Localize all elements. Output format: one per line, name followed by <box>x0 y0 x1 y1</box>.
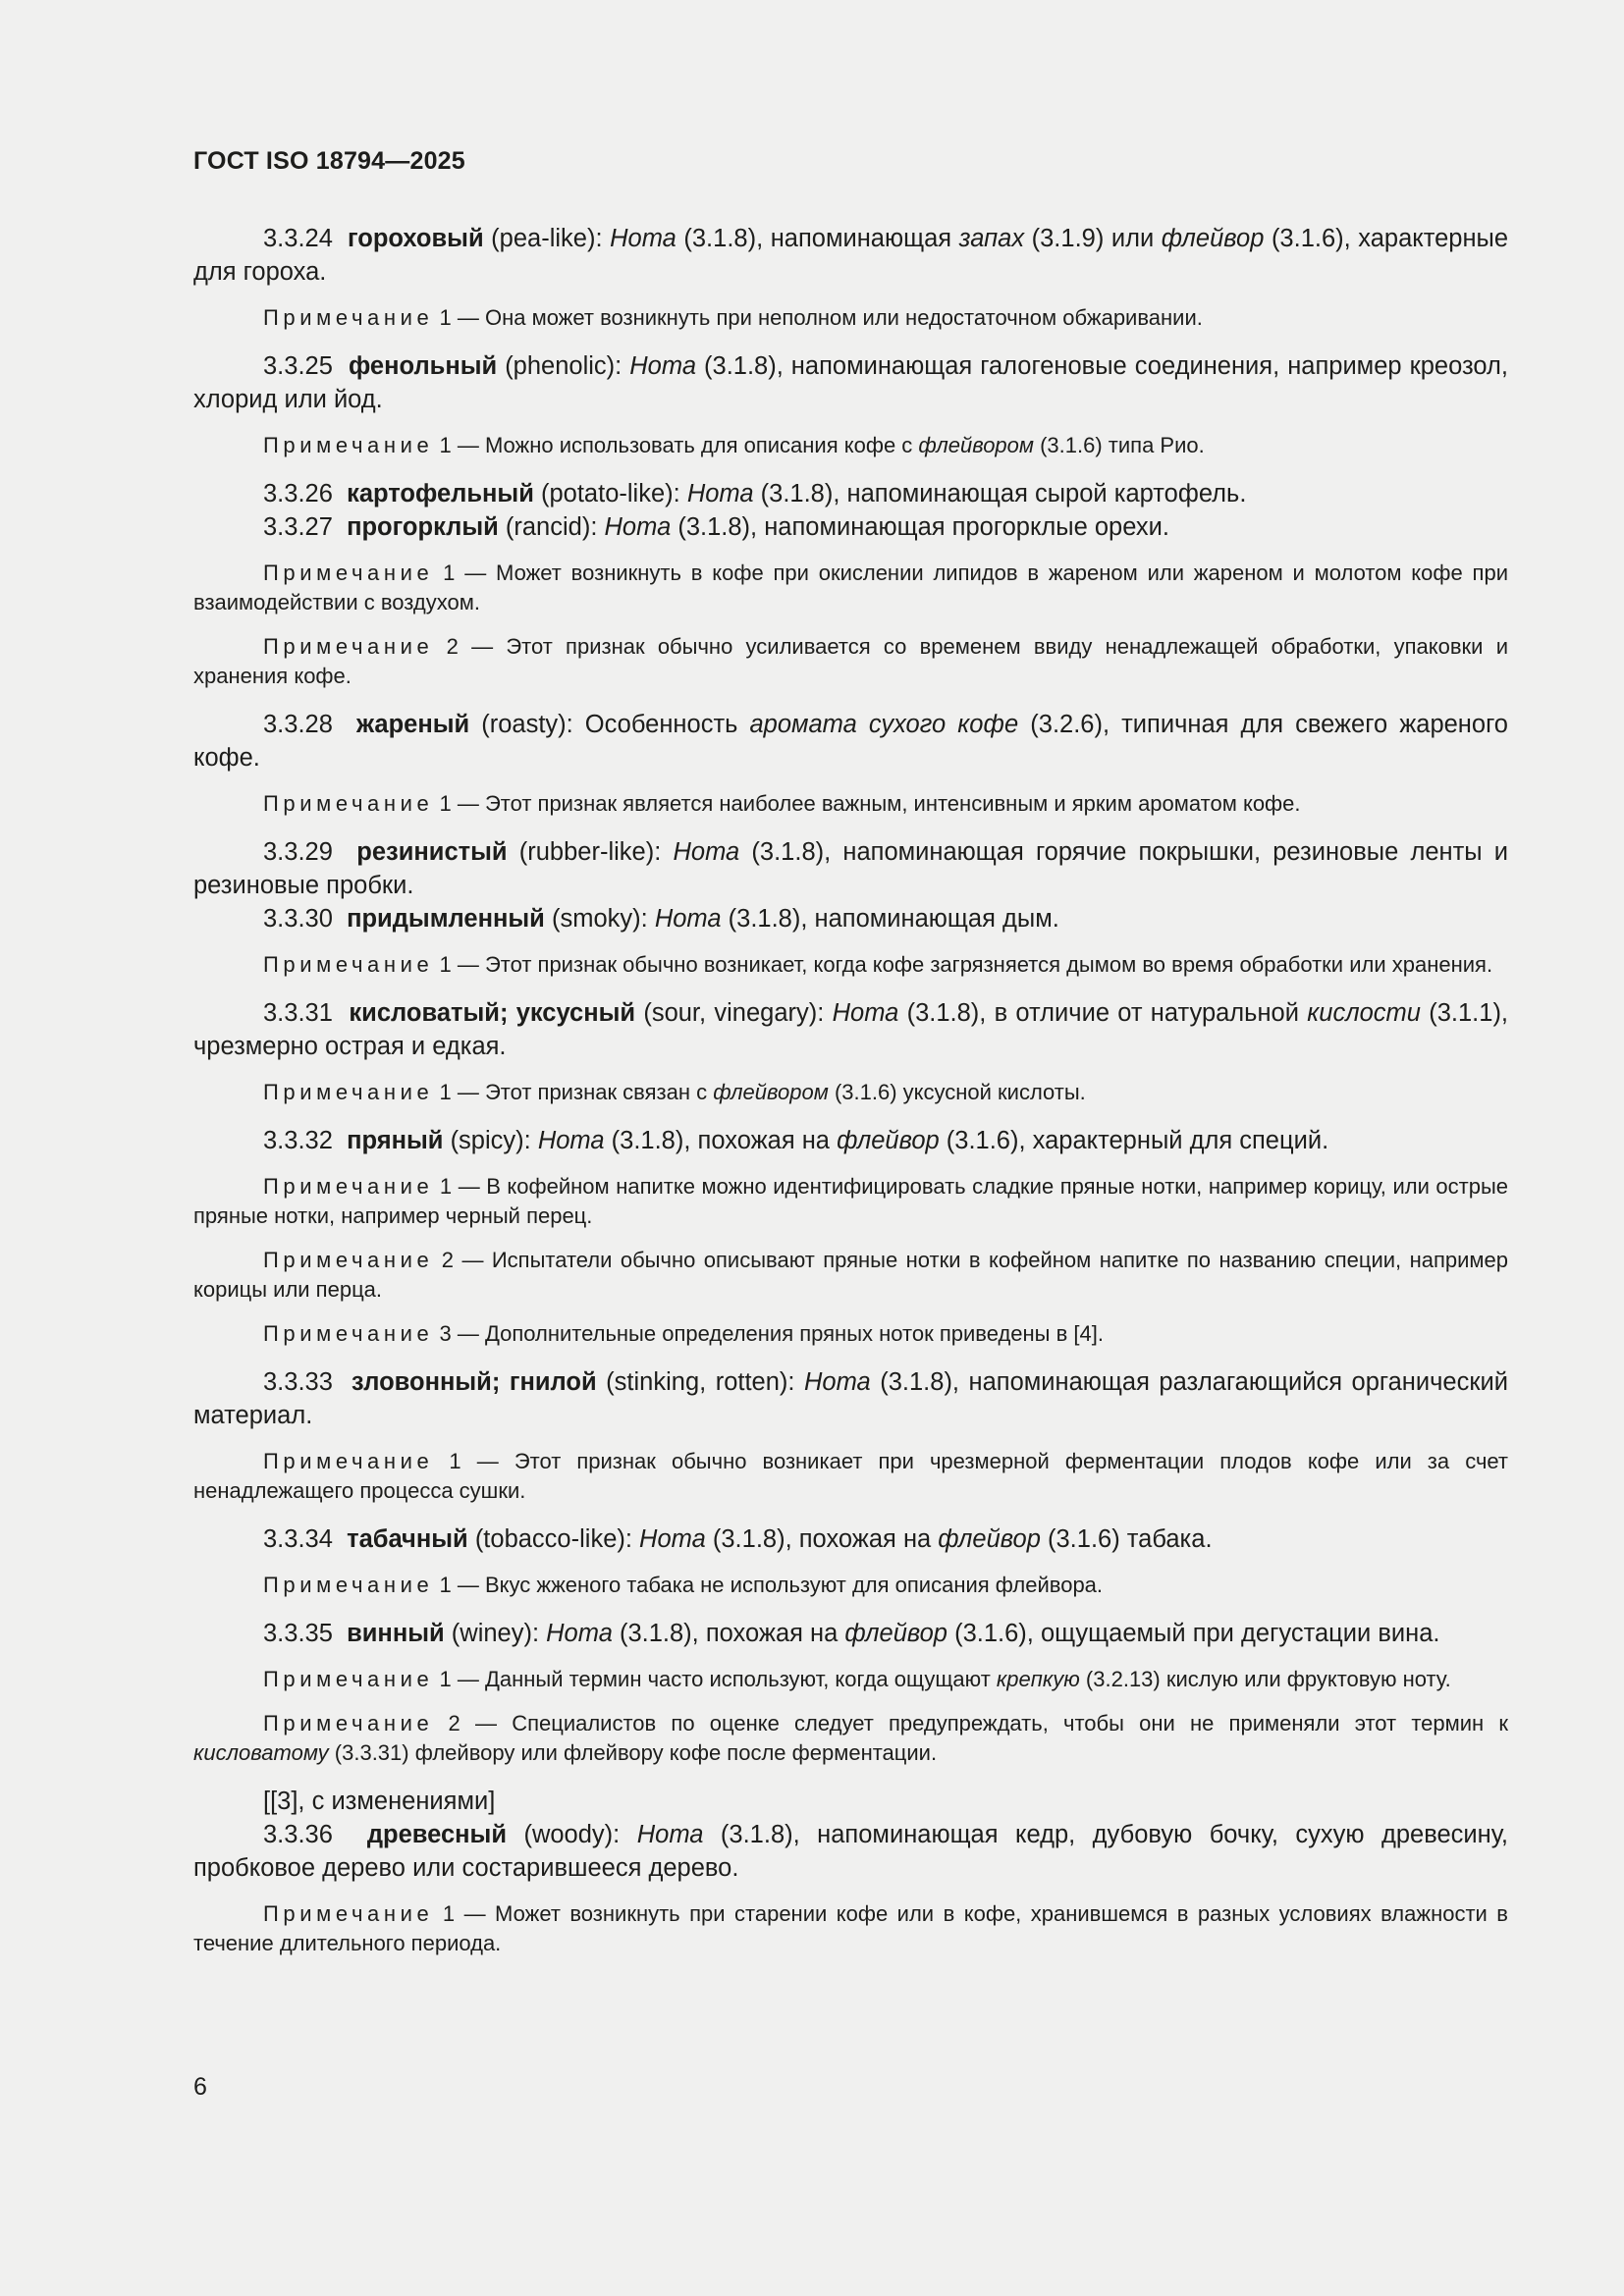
source-reference: [[3], с изменениями] <box>263 1788 496 1815</box>
note: Примечание 1 — Этот признак обычно возникает, когда кофе загрязняется дымом во время обработки или хранения. <box>263 952 1493 977</box>
note: Примечание 2 — Специалистов по оценке следует предупреждать, чтобы они не применяли этот термин к кисловатому (3.3.31) флейвору или флейвору кофе после ферментации. <box>193 1711 1509 1765</box>
note: Примечание 1 — Этот признак связан с флейвором (3.1.6) уксусной кислоты. <box>263 1080 1086 1104</box>
term-entry: 3.3.34 табачный (tobacco-like): Нота (3.1.8), похожая на флейвор (3.1.6) табака. <box>263 1525 1213 1553</box>
note: Примечание 1 — Вкус жженого табака не используют для описания флейвора. <box>263 1573 1104 1597</box>
note: Примечание 1 — Может возникнуть при старении кофе или в кофе, хранившемся в разных условиях влажности в течение длительного периода. <box>193 1901 1508 1955</box>
note: Примечание 1 — Этот признак обычно возникает при чрезмерной ферментации плодов кофе или за счет ненадлежащего процесса сушки. <box>193 1449 1508 1503</box>
note: Примечание 1 — Данный термин часто используют, когда ощущают крепкую (3.2.13) кислую или фруктовую ноту. <box>263 1667 1451 1691</box>
term-entry: 3.3.33 зловонный; гнилой (stinking, rotten): Нота (3.1.8), напоминающая разлагающийся органический материал. <box>193 1368 1508 1429</box>
term-entry: 3.3.32 пряный (spicy): Нота (3.1.8), похожая на флейвор (3.1.6), характерный для специй. <box>263 1127 1329 1154</box>
note: Примечание 3 — Дополнительные определения пряных ноток приведены в [4]. <box>263 1321 1104 1346</box>
note: Примечание 1 — Она может возникнуть при неполном или недостаточном обжаривании. <box>263 305 1203 330</box>
document-header: ГОСТ ISO 18794—2025 <box>193 147 465 175</box>
term-entry: 3.3.27 прогорклый (rancid): Нота (3.1.8), напоминающая прогорклые орехи. <box>263 513 1169 541</box>
page-number: 6 <box>193 2073 207 2101</box>
note: Примечание 1 — В кофейном напитке можно идентифицировать сладкие пряные нотки, например корицу, или острые пряные нотки, например черный перец. <box>193 1174 1508 1228</box>
note: Примечание 1 — Можно использовать для описания кофе с флейвором (3.1.6) типа Рио. <box>263 433 1205 457</box>
note: Примечание 1 — Этот признак является наиболее важным, интенсивным и ярким ароматом кофе. <box>263 791 1301 816</box>
document-body <box>193 222 1508 1958</box>
term-entry: 3.3.30 придымленный (smoky): Нота (3.1.8), напоминающая дым. <box>263 905 1059 933</box>
term-entry: 3.3.25 фенольный (phenolic): Нота (3.1.8), напоминающая галогеновые соединения, например креозол, хлорид или йод. <box>193 352 1508 413</box>
term-entry: 3.3.28 жареный (roasty): Особенность аромата сухого кофе (3.2.6), типичная для свежего жареного кофе. <box>193 711 1508 772</box>
term-entry: 3.3.26 картофельный (potato-like): Нота (3.1.8), напоминающая сырой картофель. <box>263 480 1247 507</box>
term-entry: 3.3.29 резинистый (rubber-like): Нота (3.1.8), напоминающая горячие покрышки, резиновые ленты и резиновые пробки. <box>193 838 1509 899</box>
term-entry: 3.3.35 винный (winey): Нота (3.1.8), похожая на флейвор (3.1.6), ощущаемый при дегустации вина. <box>263 1620 1440 1647</box>
note: Примечание 2 — Испытатели обычно описывают пряные нотки в кофейном напитке по названию специи, например корицы или перца. <box>193 1248 1508 1302</box>
term-entry: 3.3.36 древесный (woody): Нота (3.1.8), напоминающая кедр, дубовую бочку, сухую древесину, пробковое дерево или состарившееся дерево. <box>193 1821 1509 1882</box>
note: Примечание 1 — Может возникнуть в кофе при окислении липидов в жареном или жареном и молотом кофе при взаимодействии с воздухом. <box>193 561 1508 614</box>
term-entry: 3.3.24 гороховый (pea-like): Нота (3.1.8), напоминающая запах (3.1.9) или флейвор (3.1.6), характерные для гороха. <box>193 225 1509 286</box>
term-entry: 3.3.31 кисловатый; уксусный (sour, vinegary): Нота (3.1.8), в отличие от натуральной кислости (3.1.1), чрезмерно острая и едкая. <box>193 999 1509 1060</box>
note: Примечание 2 — Этот признак обычно усиливается со временем ввиду ненадлежащей обработки, упаковки и хранения кофе. <box>193 634 1508 688</box>
